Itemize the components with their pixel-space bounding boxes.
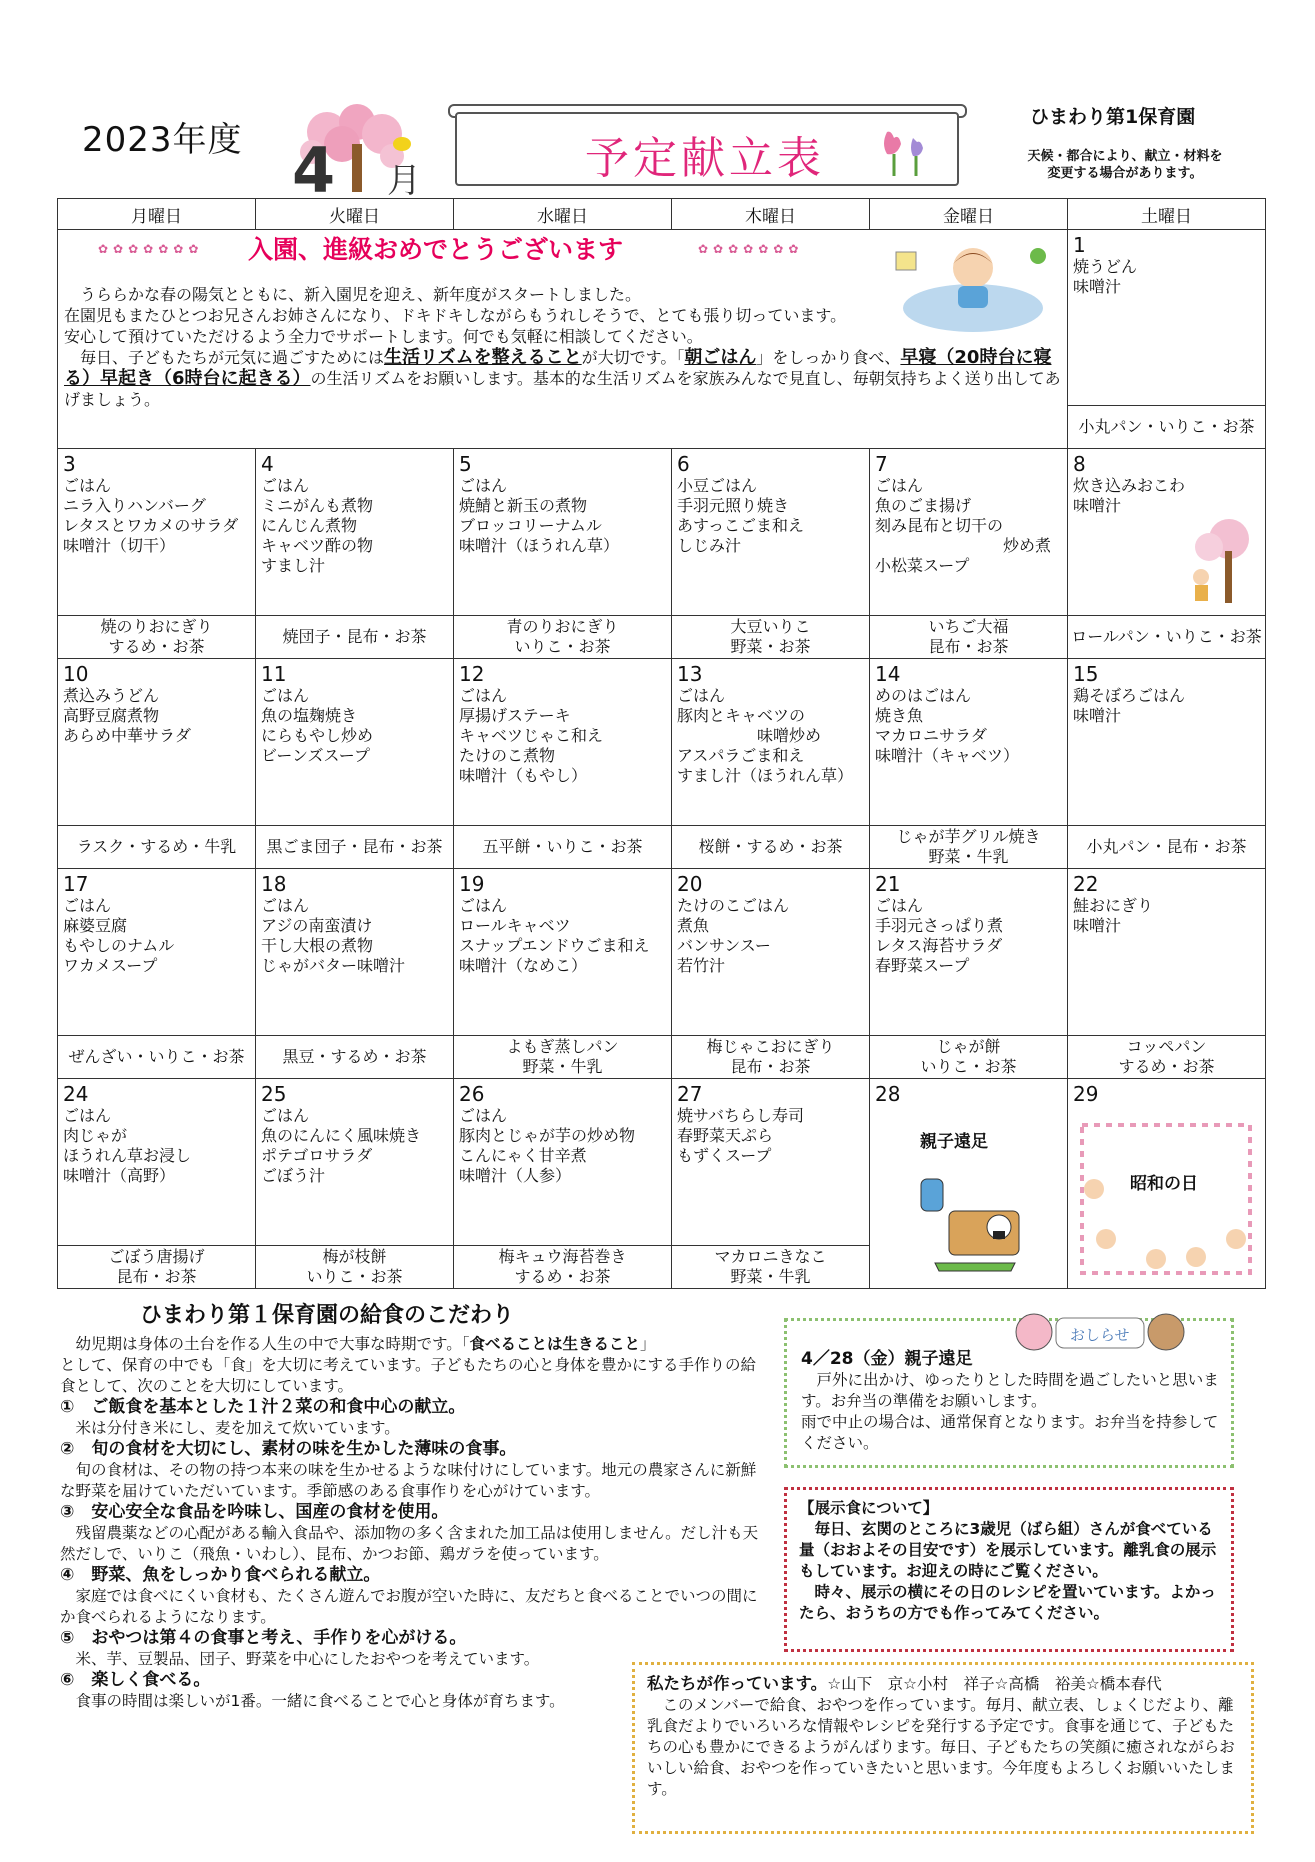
day-number: 22 [1073, 872, 1099, 896]
day-number: 5 [459, 452, 472, 476]
snack-cell-14: じゃが芋グリル焼き 野菜・牛乳 [870, 826, 1068, 869]
day-cell-29 [1068, 1079, 1266, 1289]
snack-cell-8: ロールパン・いりこ・お茶 [1068, 616, 1266, 659]
day-number: 6 [677, 452, 690, 476]
day-menu: ごはん 肉じゃが ほうれん草お浸し 味噌汁（高野） [63, 1106, 192, 1185]
oshirase-animals-illustration [1010, 1306, 1190, 1354]
kodawari-text-2: 旬の食材は、その物の持つ本来の味を生かせるような味付けにしています。地元の農家さんに新鮮な野菜を届けていただいています。季節感のある食事作りを心がけています。 [60, 1461, 757, 1500]
flower-decoration-right: ✿✿✿✿✿✿✿ [698, 242, 804, 256]
flower-decoration-left: ✿✿✿✿✿✿✿ [98, 242, 204, 256]
food-display-notice [784, 1487, 1234, 1652]
day-cell-19 [454, 869, 672, 1036]
kodawari-text-3: 残留農薬などの心配がある輸入食品や、添加物の多く含まれた加工品は使用しません。だし汁も天然だしで、いりこ（飛魚・いわし）、昆布、かつお節、鶏ガラを使っています。 [60, 1524, 759, 1563]
day-number: 24 [63, 1082, 89, 1106]
emphasis-breakfast: 朝ごはん [684, 347, 757, 368]
kodawari-intro: 幼児期は身体の土台を作る人生の中で大事な時期です。「食べることは生きること」 [60, 1335, 656, 1353]
day-number: 7 [875, 452, 888, 476]
day-cell-24 [58, 1079, 256, 1246]
emphasis-sleep: 早寝（20時台に寝る）早起き（6時台に起きる） [64, 347, 1052, 389]
weekday-thu: 木曜日 [672, 199, 870, 230]
day-cell-15 [1068, 659, 1266, 826]
intro-paragraph-1: うららかな春の陽気とともに、新入園児を迎え、新年度がスタートしました。 [64, 285, 641, 304]
snack-cell-17: ぜんざい・いりこ・お茶 [58, 1036, 256, 1079]
snack-cell-13: 桜餅・するめ・お茶 [672, 826, 870, 869]
snack-cell-1: 小丸パン・いりこ・お茶 [1068, 406, 1266, 449]
snack-cell-7: いちご大福 昆布・お茶 [870, 616, 1068, 659]
day-cell-28 [870, 1079, 1068, 1289]
intro-paragraph-4: 毎日、子どもたちが元気に過ごすためには生活リズムを整えることが大切です。「朝ごはん」をしっかり食べ、早寝（20時台に寝る）早起き（6時台に起きる）の生活リズムをお願いします。基本的な生活リズムを家族みんなで見直し、毎朝気持ちよく送り出してあげましょう。 [64, 347, 1061, 409]
day-number: 10 [63, 662, 89, 686]
kodawari-text-4: 家庭では食べにくい食材も、たくさん遊んでお腹が空いた時に、友だちと食べることでいつの間にか食べられるようになります。 [60, 1587, 758, 1626]
day-number: 8 [1073, 452, 1086, 476]
kodawari-point-5: ⑤ おやつは第４の食事と考え、手作りを心がける。 [60, 1628, 467, 1648]
staff-message [632, 1662, 1254, 1834]
field-trip-title: 4／28（金）親子遠足 [801, 1349, 973, 1369]
day-menu: ごはん 厚揚げステーキ キャベツじゃこ和え たけのこ煮物 味噌汁（もやし） [459, 686, 604, 785]
event-label: 昭和の日 [1130, 1174, 1198, 1194]
day-cell-25 [256, 1079, 454, 1246]
day-cell-27 [672, 1079, 870, 1246]
day-menu: 鮭おにぎり 味噌汁 [1073, 896, 1154, 935]
day-menu: 炊き込みおこわ 味噌汁 [1073, 476, 1186, 515]
day-menu: ごはん 豚肉とキャベツの 味噌炒め アスパラごま和え すまし汁（ほうれん草） [677, 686, 854, 785]
snack-cell-21: じゃが餅 いりこ・お茶 [870, 1036, 1068, 1079]
day-number: 28 [875, 1082, 901, 1106]
snack-cell-6: 大豆いりこ 野菜・お茶 [672, 616, 870, 659]
snack-cell-25: 梅が枝餅 いりこ・お茶 [256, 1246, 454, 1289]
day-cell-10 [58, 659, 256, 826]
day-menu: ごはん アジの南蛮漬け 干し大根の煮物 じゃがバター味噌汁 [261, 896, 406, 975]
weekday-fri: 金曜日 [870, 199, 1068, 230]
day-cell-22 [1068, 869, 1266, 1036]
title-banner [455, 112, 959, 186]
kodawari-point-3: ③ 安心安全な食品を吟味し、国産の食材を使用。 [60, 1502, 449, 1522]
svg-text:月: 月 [387, 161, 421, 196]
field-trip-text: 戸外に出かけ、ゆったりとした時間を過ごしたいと思います。お弁当の準備をお願いします。 雨で中止の場合は、通常保育となります。お弁当を持参してください。 [801, 1371, 1219, 1452]
school-name: ひまわり第1保育園 [1030, 106, 1196, 128]
weekday-tue: 火曜日 [256, 199, 454, 230]
day-cell-11 [256, 659, 454, 826]
change-notice: 天候・都合により、献立・材料を 変更する場合があります。 [1027, 149, 1223, 181]
cherry-blossom-child-illustration [1179, 517, 1259, 607]
snack-cell-10: ラスク・するめ・牛乳 [58, 826, 256, 869]
kodawari-section [60, 1305, 760, 1712]
snack-cell-12: 五平餅・いりこ・お茶 [454, 826, 672, 869]
snack-cell-20: 梅じゃこおにぎり 昆布・お茶 [672, 1036, 870, 1079]
snack-cell-11: 黒ごま団子・昆布・お茶 [256, 826, 454, 869]
day-menu: ごはん 手羽元さっぱり煮 レタス海苔サラダ 春野菜スープ [875, 896, 1004, 975]
kodawari-point-6: ⑥ 楽しく食べる。 [60, 1670, 211, 1690]
oshirase-badge: おしらせ [1070, 1326, 1130, 1344]
day-number: 27 [677, 1082, 703, 1106]
day-cell-4 [256, 449, 454, 616]
day-cell-3 [58, 449, 256, 616]
event-label: 親子遠足 [920, 1132, 988, 1152]
day-number: 3 [63, 452, 76, 476]
day-number: 17 [63, 872, 89, 896]
day-menu: 煮込みうどん 高野豆腐煮物 あらめ中華サラダ [63, 686, 191, 745]
weekday-wed: 水曜日 [454, 199, 672, 230]
day-number: 1 [1073, 233, 1086, 257]
day-menu: ごはん ニラ入りハンバーグ レタスとワカメのサラダ 味噌汁（切干） [63, 476, 239, 555]
day-cell-26 [454, 1079, 672, 1246]
day-cell-18 [256, 869, 454, 1036]
day-cell-6 [672, 449, 870, 616]
snack-cell-19: よもぎ蒸しパン 野菜・牛乳 [454, 1036, 672, 1079]
day-cell-1 [1068, 230, 1266, 406]
day-menu: 焼うどん 味噌汁 [1073, 257, 1138, 296]
kodawari-intro-2: として、保育の中でも「食」を大切に考えています。子どもたちの心と身体を豊かにする手作りの給食として、次のことを大切にしています。 [60, 1356, 756, 1395]
snack-cell-18: 黒豆・するめ・お茶 [256, 1036, 454, 1079]
flower-frame-illustration [1076, 1119, 1256, 1279]
emphasis-rhythm: 生活リズムを整えること [384, 347, 582, 368]
day-number: 21 [875, 872, 901, 896]
day-number: 4 [261, 452, 274, 476]
snack-cell-27: マカロニきなこ 野菜・牛乳 [672, 1246, 870, 1289]
day-cell-12 [454, 659, 672, 826]
day-cell-14 [870, 659, 1068, 826]
kodawari-text-5: 米、芋、豆製品、団子、野菜を中心にしたおやつを考えています。 [60, 1650, 540, 1668]
day-menu: ごはん 豚肉とじゃが芋の炒め物 こんにゃく甘辛煮 味噌汁（人参） [459, 1106, 636, 1185]
tulip-icon [867, 122, 937, 178]
day-menu: めのはごはん 焼き魚 マカロニサラダ 味噌汁（キャベツ） [875, 686, 1020, 765]
day-menu: ごはん 魚のごま揚げ 刻み昆布と切干の 炒め煮 小松菜スープ [875, 476, 1052, 575]
day-number: 13 [677, 662, 703, 686]
lunchbox-illustration [915, 1171, 1030, 1276]
kodawari-title: ひまわり第１保育園の給食のこだわり [140, 1303, 515, 1328]
kodawari-point-1: ① ご飯食を基本とした１汁２菜の和食中心の献立。 [60, 1397, 466, 1417]
day-menu: ごはん ロールキャベツ スナップエンドウごま和え 味噌汁（なめこ） [459, 896, 650, 975]
snack-cell-22: コッペパン するめ・お茶 [1068, 1036, 1266, 1079]
day-number: 14 [875, 662, 901, 686]
intro-body [64, 284, 1074, 410]
intro-heading: 入園、進級おめでとうございます [248, 235, 624, 264]
kodawari-point-2: ② 旬の食材を大切にし、素材の味を生かした薄味の食事。 [60, 1439, 517, 1459]
snack-cell-26: 梅キュウ海苔巻き するめ・お茶 [454, 1246, 672, 1289]
kodawari-point-4: ④ 野菜、魚をしっかり食べられる献立。 [60, 1565, 381, 1585]
day-menu: ごはん 魚の塩麹焼き にらもやし炒め ビーンズスープ [261, 686, 374, 765]
kodawari-text-1: 米は分付き米にし、麦を加えて炊いています。 [60, 1419, 400, 1437]
day-number: 18 [261, 872, 287, 896]
day-cell-7 [870, 449, 1068, 616]
food-display-title: 【展示食について】 [799, 1499, 939, 1517]
staff-text: このメンバーで給食、おやつを作っています。毎月、献立表、しょくじだより、離乳食だよりでいろいろな情報やレシピを発行する予定です。食事を通じて、子どもたちの心も豊かにできるようがんばります。毎日、子どもたちの笑顔に癒されながらおいしい給食、おやつを作っていきたいと思います。今年度もよろしくお願いいたします。 [647, 1696, 1235, 1798]
intro-message-cell [58, 230, 1068, 449]
weekday-mon: 月曜日 [58, 199, 256, 230]
food-display-text: 毎日、玄関のところに3歳児（ばら組）さんが食べている量（おおよその目安です）を展示しています。離乳食の展示もしています。お迎えの時にご覧ください。 時々、展示の横にその日のレシピを置いています。よかったら、おうちの方でも作ってみてください。 [799, 1520, 1217, 1622]
day-cell-21 [870, 869, 1068, 1036]
weekday-sat: 土曜日 [1068, 199, 1266, 230]
day-cell-17 [58, 869, 256, 1036]
intro-paragraph-3: 安心して預けていただけるよう全力でサポートします。何でも気軽に相談してください。 [64, 327, 703, 346]
day-cell-13 [672, 659, 870, 826]
day-menu: ごはん 麻婆豆腐 もやしのナムル ワカメスープ [63, 896, 175, 975]
month-number: 4 [292, 134, 336, 196]
day-number: 11 [261, 662, 287, 686]
day-number: 20 [677, 872, 703, 896]
intro-paragraph-2: 在園児もまたひとつお兄さんお姉さんになり、ドキドキしながらもうれしそうで、とても張り切っています。 [64, 306, 847, 325]
day-cell-20 [672, 869, 870, 1036]
snack-cell-15: 小丸パン・昆布・お茶 [1068, 826, 1266, 869]
day-menu: ごはん 魚のにんにく風味焼き ポテゴロサラダ ごぼう汁 [261, 1106, 422, 1185]
staff-title: 私たちが作っています。 [647, 1674, 828, 1693]
day-number: 15 [1073, 662, 1099, 686]
day-menu: ごはん 焼鯖と新玉の煮物 ブロッコリーナムル 味噌汁（ほうれん草） [459, 476, 620, 555]
day-menu: ごはん ミニがんも煮物 にんじん煮物 キャベツ酢の物 すまし汁 [261, 476, 374, 575]
april-cherry-tree-illustration [282, 104, 442, 196]
day-number: 25 [261, 1082, 287, 1106]
day-number: 19 [459, 872, 485, 896]
kodawari-text-6: 食事の時間は楽しいが1番。一緒に食べることで心と身体が育ちます。 [60, 1692, 565, 1710]
menu-calendar [57, 198, 1266, 1289]
snack-cell-4: 焼団子・昆布・お茶 [256, 616, 454, 659]
day-menu: 小豆ごはん 手羽元照り焼き あすっこごま和え しじみ汁 [677, 476, 805, 555]
snack-cell-24: ごぼう唐揚げ 昆布・お茶 [58, 1246, 256, 1289]
snack-cell-3: 焼のりおにぎり するめ・お茶 [58, 616, 256, 659]
snack-cell-5: 青のりおにぎり いりこ・お茶 [454, 616, 672, 659]
staff-members: ☆山下 京☆小村 祥子☆高橋 裕美☆橋本春代 [827, 1675, 1162, 1693]
page-title: 予定献立表 [585, 133, 825, 184]
day-cell-8 [1068, 449, 1266, 616]
day-number: 12 [459, 662, 485, 686]
day-number: 26 [459, 1082, 485, 1106]
fiscal-year: 2023年度 [82, 120, 243, 160]
weekday-header-row [58, 199, 1266, 230]
day-menu: 鶏そぼろごはん 味噌汁 [1073, 686, 1186, 725]
day-menu: たけのこごはん 煮魚 バンサンスー 若竹汁 [677, 896, 790, 975]
day-menu: 焼サバちらし寿司 春野菜天ぷら もずくスープ [677, 1106, 805, 1165]
day-cell-5 [454, 449, 672, 616]
day-number: 29 [1073, 1082, 1099, 1106]
